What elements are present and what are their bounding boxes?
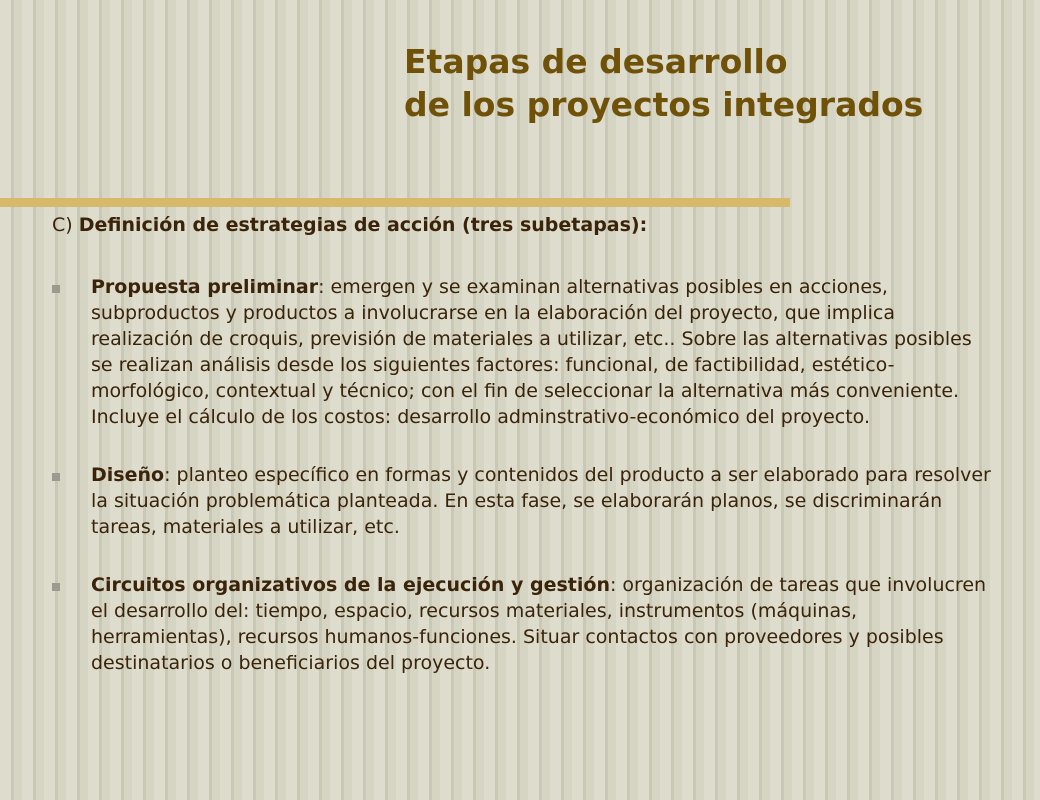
section-prefix: C) <box>52 214 79 236</box>
bullet-term: Diseño <box>91 464 165 486</box>
section-heading-bold: Definición de estrategias de acción (tres subetapas): <box>78 214 648 236</box>
bullet-term: Propuesta preliminar <box>91 276 319 298</box>
bullet-item-diseno <box>52 462 992 540</box>
bullet-term: Circuitos organizativos de la ejecución y gestión <box>91 574 610 596</box>
bullet-square-icon <box>52 583 60 591</box>
title-divider <box>0 198 790 207</box>
bullet-text: : organización de tareas que involucren el desarrollo del: tiempo, espacio, recursos materiales, instrumentos (máquinas, herramientas), recursos humanos-funciones. Situar contactos con proveedores y posibles destinatarios o beneficiarios del proyecto. <box>91 574 987 674</box>
section-heading <box>52 212 647 238</box>
bullet-item-circuitos <box>52 572 992 676</box>
bullet-text: : emergen y se examinan alternativas posibles en acciones, subproductos y productos a involucrarse en la elaboración del proyecto, que implica realización de croquis, previsión de materiales a utilizar, etc.. Sobre las alternativas posibles se realizan análisis desde los siguientes factores: funcional, de factibilidad, estético-morfológico, contextual y técnico; con el fin de seleccionar la alternativa más conveniente. Incluye el cálculo de los costos: desarrollo adminstrativo-económico del proyecto. <box>91 276 972 428</box>
bullet-text: : planteo específico en formas y contenidos del producto a ser elaborado para resolver la situación problemática planteada. En esta fase, se elaborarán planos, se discriminarán tareas, materiales a utilizar, etc. <box>91 464 991 538</box>
slide-title <box>404 40 923 126</box>
slide-title-line-1: Etapas de desarrollo <box>404 42 788 81</box>
bullet-list <box>52 274 992 676</box>
bullet-item-propuesta <box>52 274 992 430</box>
bullet-square-icon <box>52 285 60 293</box>
bullet-square-icon <box>52 473 60 481</box>
slide-title-line-2: de los proyectos integrados <box>404 85 924 124</box>
